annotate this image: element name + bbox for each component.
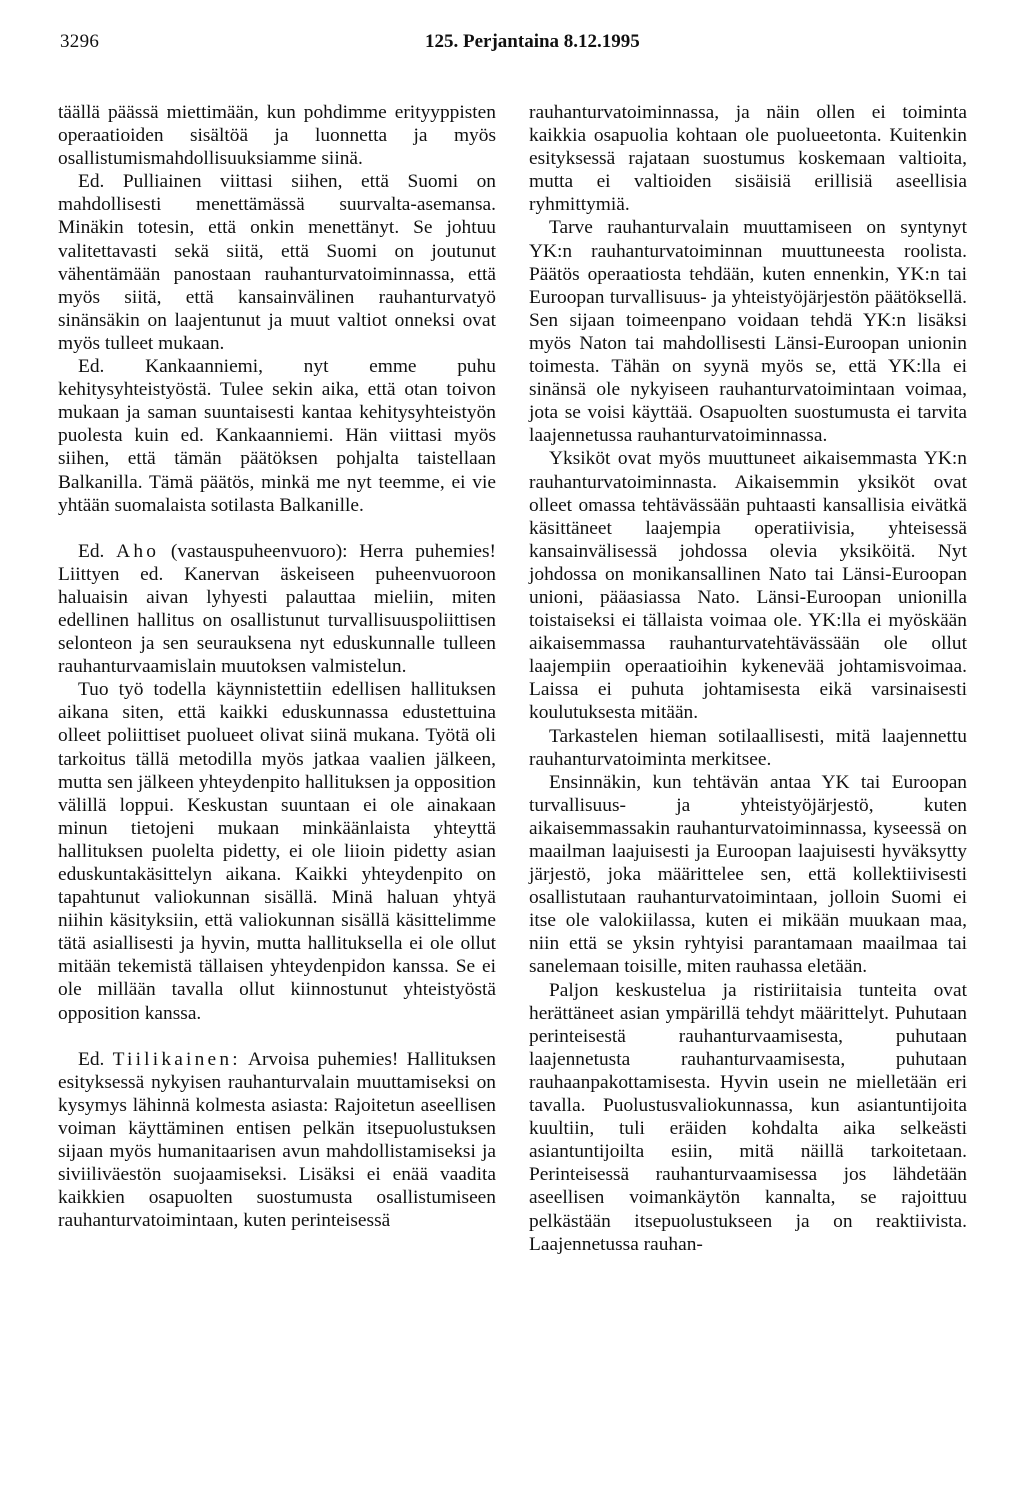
- speech-opening-tiilikainen: [58, 1048, 496, 1233]
- speaker-title: Ed.: [78, 1048, 105, 1070]
- speaker-title: Ed.: [78, 540, 105, 562]
- right-column: [529, 101, 967, 1256]
- paragraph: Ensinnäkin, kun tehtävän antaa YK tai Euroopan turvallisuus- ja yhteistyöjärjestö, kuten aikaisemmassakin rauhanturvatoiminnassa, kyseessä on maailman laajuisesti ja Euroopan laajuisesti hyväksytty järjestö, joka määrittelee sen, että kollektiivisesti osallistutaan rauhanturvatoimintaan, jolloin Suomi ei itse ole valokiilassa, kuten ei mikään muukaan maa, niin että se yksin ryhtyisi parantamaan maailmaa tai sanelemaan toisille, miten rauhassa eletään.: [529, 771, 967, 978]
- page-number: 3296: [60, 31, 100, 52]
- paragraph: täällä päässä miettimään, kun pohdimme erityyppisten operaatioiden sisältöä ja luonnetta ja myös osallistumismahdollisuuksiamme siinä.: [58, 102, 496, 170]
- running-header: [0, 0, 1024, 60]
- paragraph: Yksiköt ovat myös muuttuneet aikaisemmasta YK:n rauhanturvatoiminnasta. Aikaisemmin yksiköt ovat olleet omassa tehtävässään puhtaasti kansallisia eivätkä käsittäneet laajempia operatiivisia, yhteisessä kansainvälisessä johdossa olevia yksiköitä. Nyt johdossa on monikansallinen Nato tai Länsi-Euroopan unioni, pääasiassa Nato. Länsi-Euroopan unionilla toistaiseksi ei tällaista voimaa ole. YK:lla ei myöskään aikaisemmassa rauhanturvatehtävässään ole ollut laajempiin operaatioihin kykenevää johtamisvoimaa. Laissa ei puhuta johtamisesta eikä varsinaisesti koulutuksesta mitään.: [529, 448, 967, 724]
- session-date-heading: 125. Perjantaina 8.12.1995: [425, 31, 640, 52]
- paragraph: Ed. Kankaanniemi, nyt emme puhu kehitysyhteistyöstä. Tulee sekin aika, että otan toivon mukaan ja saman suuntaisesti kantaa kehitysyhteistyön puolesta kuin ed. Kankaanniemi. Hän viittasi myös siihen, että tämän päätöksen pohjalta taistellaan Balkanilla. Tämä päätös, minkä me nyt teemme, ei vie yhtään suomalaista sotilasta Balkanille.: [58, 356, 496, 516]
- speech-opening-aho: [58, 540, 496, 679]
- paragraph: Tarve rauhanturvalain muuttamiseen on syntynyt YK:n rauhanturvatoiminnan muuttuneesta roolista. Päätös operaatiosta tehdään, kuten ennenkin, YK:n tai Euroopan turvallisuus- ja yhteistyöjärjestön päätöksellä. Sen sijaan toimeenpano voidaan tehdä YK:n lisäksi myös Naton tai mahdollisesti Länsi-Euroopan unionin toimesta. Tähän on syynä myös se, että YK:lla ei sinänsä ole nykyiseen rauhanturvatoimintaan voimaa, jota se voisi käyttää. Osapuolten suostumusta ei tarvita laajennetussa rauhanturvatoiminnassa.: [529, 217, 967, 447]
- left-column: [58, 101, 496, 1232]
- speech-text: Arvoisa puhemies! Hallituksen esityksessä nykyisen rauhanturvalain muuttamiseksi on kysymys lähinnä kolmesta asiasta: Rajoitetun aseellisen voiman käyttäminen entisen pelkän itsepuolustuksen sijaan myös humanitaarisen avun mahdollistamiseksi ja siviiliväestön suojaamiseksi. Lisäksi ei enää vaadita kaikkien osapuolten suostumusta osallistumiseen rauhanturvatoimintaan, kuten perinteisessä: [58, 1048, 496, 1232]
- paragraph: Tuo työ todella käynnistettiin edellisen hallituksen aikana siten, että kaikki eduskunnassa edustettuina olleet poliittiset puolueet olivat siinä mukana. Työtä oli tarkoitus tällä metodilla myös jatkaa vaalien jälkeen, mutta sen jälkeen yhteydenpito hallituksen ja opposition välillä loppui. Keskustan suuntaan ei ole ainakaan minun tietojeni mukaan minkäänlaista yhteyttä hallituksen puolelta pidetty, ei ole liioin pidetty asian eduskuntakäsittelyn aikana. Kaikki yhteydenpito on tapahtunut valiokunnan sisällä. Minä haluan yhtyä niihin käsityksiin, että valiokunnan sisällä käsittelimme tätä asiallisesti ja hyvin, mutta hallituksella ei ole ollut mitään tekemistä tällaisen yhteydenpidon kanssa. Se ei ole millään tavalla ollut kiinnostunut yhteistyöstä opposition kanssa.: [58, 679, 496, 1024]
- speaker-name: Aho: [116, 540, 160, 562]
- speaker-name: Tiilikainen:: [112, 1048, 241, 1070]
- paragraph: Paljon keskustelua ja ristiriitaisia tunteita ovat herättäneet asian ympärillä tehdyt määrittelyt. Puhutaan perinteisestä rauhanturvaamisesta, puhutaan laajennetusta rauhanturvaamisesta, puhutaan rauhaanpakottamisesta. Hyvin usein ne mielletään eri tavalla. Puolustusvaliokunnassa, kun asiantuntijoita kuultiin, tuli eräiden kohdalta aika selkeästi asiantuntijoilta esiin, mitä näillä tarkoitetaan. Perinteisessä rauhanturvaamisessa jos lähdetään aseellisen voimankäytön kannalta, se rajoittuu pelkästään itsepuolustukseen ja on reaktiivista. Laajennetussa rauhan-: [529, 979, 967, 1255]
- paragraph: Ed. Pulliainen viittasi siihen, että Suomi on mahdollisesti menettämässä suurvalta-asemansa. Minäkin totesin, että onkin menettänyt. Se johtuu valitettavasti sekä siitä, että Suomi on joutunut vähentämään panostaan rauhanturvatoiminnassa, että myös siitä, että kansainvälinen rauhanturvatyö sinänsäkin on laajentunut ja muut valtiot onneksi ovat myös tulleet mukaan.: [58, 171, 496, 354]
- speech-text: (vastauspuheenvuoro): Herra puhemies! Liittyen ed. Kanervan äskeiseen puheenvuoroon haluaisin aivan lyhyesti palauttaa mieliin, miten edellinen hallitus on osallistunut turvallisuuspoliittisen selonteon ja sen seurauksena nyt eduskunnalle tulleen rauhanturvaamislain muutoksen valmistelun.: [58, 540, 496, 678]
- paragraph: Tarkastelen hieman sotilaallisesti, mitä laajennettu rauhanturvatoiminta merkitsee.: [529, 725, 967, 770]
- paragraph: rauhanturvatoiminnassa, ja näin ollen ei toiminta kaikkia osapuolia kohtaan ole puolueetonta. Kuitenkin esityksessä rajataan suostumus koskemaan valtioita, mutta ei valtioiden sisäisiä erillisiä aseellisia ryhmittymiä.: [529, 102, 967, 216]
